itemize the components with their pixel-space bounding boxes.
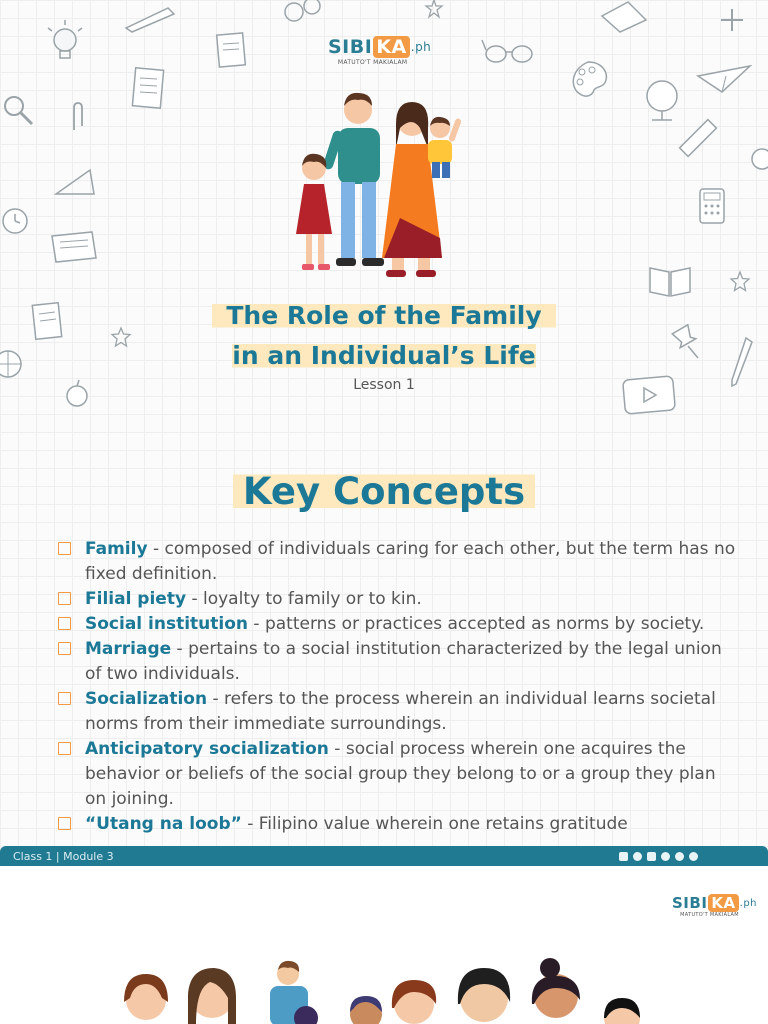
people-illustration [110, 958, 670, 1024]
list-item [56, 612, 736, 637]
checkbox-bullet-icon [58, 642, 71, 655]
concept-definition: - composed of individuals caring for each other, but the term has no fixed definition. [85, 539, 736, 584]
newspaper-icon [48, 228, 100, 266]
clock-icon [0, 206, 30, 236]
lesson-title [0, 301, 768, 371]
checkbox-bullet-icon [58, 817, 71, 830]
checkbox-bullet-icon [58, 592, 71, 605]
key-concepts-title: Key Concepts [233, 470, 535, 513]
clock-icon [748, 146, 768, 172]
concept-definition: - social process wherein one acquires the behavior or beliefs of the social group they belong to or a group they plan on joining. [85, 739, 716, 809]
checkbox-bullet-icon [58, 692, 71, 705]
concept-term: Socialization [85, 689, 208, 709]
title-line-2: in an Individual’s Life [232, 341, 536, 370]
list-item [56, 637, 736, 687]
sibika-logo [672, 894, 757, 918]
logo-text-suffix: .ph [739, 897, 758, 909]
star-icon [728, 270, 752, 294]
concept-definition: - Filipino value wherein one retains gratitude [241, 814, 628, 834]
star-icon [422, 0, 446, 20]
file-icon [214, 30, 248, 70]
title-line-1: The Role of the Family [212, 301, 555, 331]
website-icon[interactable] [619, 852, 628, 861]
concept-definition: - patterns or practices accepted as norms by society. [248, 614, 705, 634]
logo-text-suffix: .ph [410, 40, 432, 54]
list-item [56, 687, 736, 737]
twitter-icon[interactable] [661, 852, 670, 861]
tiktok-icon[interactable] [675, 852, 684, 861]
logo-text-prefix: SIBI [328, 36, 373, 58]
lightbulb-icon [40, 18, 90, 68]
logo-text-highlight: KA [373, 36, 409, 58]
notebook-icon [598, 0, 650, 34]
logo-text-highlight: KA [708, 894, 738, 912]
circles-icon [282, 0, 332, 26]
concept-definition: - pertains to a social institution characterized by the legal union of two individuals. [85, 639, 722, 684]
book-icon [646, 262, 694, 300]
checkbox-bullet-icon [58, 617, 71, 630]
lesson-subtitle: Lesson 1 [353, 377, 415, 393]
glasses-icon [480, 34, 542, 68]
triangle-ruler-icon [52, 166, 98, 198]
title-slide [0, 0, 768, 432]
paperclip-icon [66, 100, 90, 134]
list-item [56, 587, 736, 612]
logo-tagline: MATUTO'T MAKIALAM [337, 59, 408, 66]
key-concepts-heading [0, 470, 768, 513]
slide-footer [0, 846, 768, 866]
concept-definition: - refers to the process wherein an individual learns societal norms from their immediate surroundings. [85, 689, 716, 734]
footer-class-label: Class 1 | Module 3 [13, 849, 114, 863]
concept-term: Family [85, 539, 148, 559]
logo-tagline: MATUTO'T MAKIALAM [680, 912, 739, 918]
concept-term: Marriage [85, 639, 172, 659]
list-item [56, 812, 736, 837]
family-illustration [276, 88, 476, 282]
paper-plane-icon [696, 62, 754, 96]
concept-term: “Utang na loob” [85, 814, 242, 834]
notepad-icon [130, 66, 166, 110]
next-slide [0, 866, 768, 1024]
checkbox-bullet-icon [58, 542, 71, 555]
pencil-icon [122, 4, 177, 34]
instagram-icon[interactable] [647, 852, 656, 861]
facebook-icon[interactable] [633, 852, 642, 861]
ruler-icon [678, 116, 722, 160]
youtube-icon[interactable] [689, 852, 698, 861]
checkbox-bullet-icon [58, 742, 71, 755]
concept-term: Social institution [85, 614, 249, 634]
palette-icon [566, 58, 612, 100]
calculator-icon [696, 186, 728, 226]
concept-definition: - loyalty to family or to kin. [186, 589, 422, 609]
list-item [56, 737, 736, 812]
list-item [56, 537, 736, 587]
sibika-logo [328, 36, 431, 66]
magnifier-icon [0, 92, 36, 128]
social-icons [619, 852, 768, 861]
concept-list [56, 537, 736, 837]
logo-text-prefix: SIBI [672, 894, 708, 912]
concept-term: Filial piety [85, 589, 187, 609]
concept-term: Anticipatory socialization [85, 739, 329, 759]
plus-icon [718, 6, 746, 34]
